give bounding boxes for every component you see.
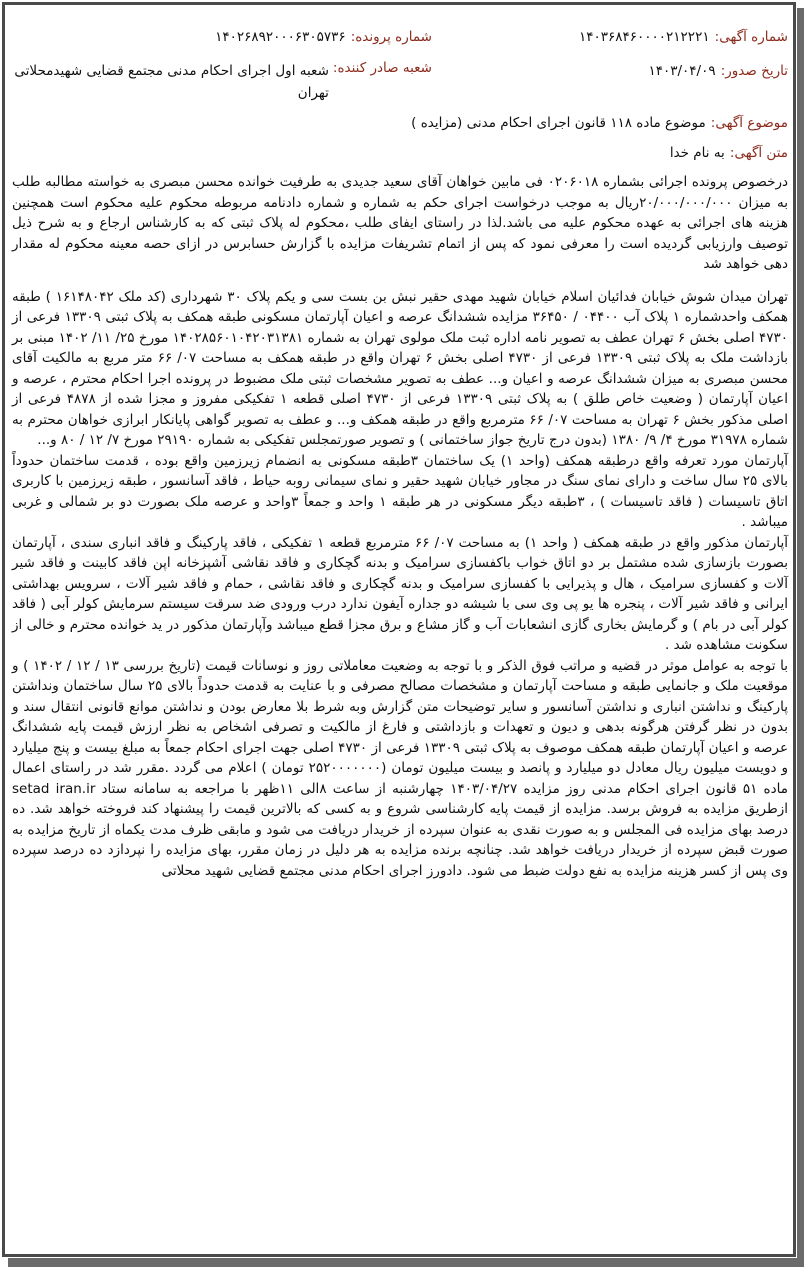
issuer <box>12 60 432 104</box>
body-paragraph-3: آپارتمان مورد تعرفه واقع درطبقه همکف (واحد ۱) یک ساختمان ۳طبقه مسکونی به انضمام زیرزمین واقع بوده ، قدمت ساختمان حدوداً بالای ۲۵ سال ساخت و دارای نمای سنگ در مجاور خیابان شهید حقیر و نمای سیمانی روبه حیاط ، فاقد آسانسور ، طبقه زیرزمین با کاربری اتاق تاسیسات ( فاقد تاسیسات ) ، ۳طبقه دیگر مسکونی در هر طبقه ۱ واحد و جمعاً ۳واحد و عرصه ملک بصورت دو بر شمالی و غربی میباشد . <box>12 452 788 530</box>
text-header-label: متن آگهی: <box>729 145 788 161</box>
page-shadow-right <box>797 8 804 1266</box>
issuer-label: شعبه صادر کننده: <box>332 60 432 76</box>
meta-row-2 <box>12 60 788 101</box>
issue-date-value: ۱۴۰۳/۰۴/۰۹ <box>648 63 716 79</box>
issuer-value: شعبه اول اجرای احکام مدنی مجتمع قضایی شهیدمحلاتی تهران <box>14 63 329 101</box>
subject-value: موضوع ماده ۱۱۸ قانون اجرای احکام مدنی (مزایده ) <box>411 115 706 131</box>
notice-body <box>12 172 788 881</box>
meta-row-1 <box>12 26 788 60</box>
issue-date <box>448 60 788 79</box>
subject <box>12 112 788 142</box>
case-number <box>12 26 432 45</box>
page-shadow-bottom <box>8 1258 804 1267</box>
text-header <box>12 142 788 168</box>
ad-number-label: شماره آگهی: <box>714 29 788 45</box>
case-number-label: شماره پرونده: <box>350 29 432 45</box>
text-header-value: به نام خدا <box>669 145 725 161</box>
body-paragraph-5: با توجه به عوامل موثر در قضیه و مراتب فوق الذکر و با توجه به وضعیت معاملاتی روز و نوسانات قیمت (تاریخ بررسی ۱۳ / ۱۲ / ۱۴۰۲ ) و موقعیت ملک و جانمایی طبقه و مساحت آپارتمان و مشخصات مصالح مصرفی و با عنایت به قدمت حدوداً بالای ۲۵ سال ساختمان ونداشتن پارکینگ و نداشتن انباری و نداشتن آسانسور و سایر توضیحات متن گزارش وبه شرط بلا معارض بودن و نداشتن موانع قانونی انتقال سند و بدون در نظر گرفتن هرگونه بدهی و دیون و تعهدات و بازداشتی و فارغ از مالکیت و تصرفی اشخاص به نظر ارزش قیمت پایه ششدانگ عرصه و اعیان آپارتمان طبقه همکف موصوف به پلاک ثبتی ۱۳۳۰۹ فرعی از ۴۷۳۰ اصلی جهت اجرای احکام جمعاً به مبلغ بیست و پنج میلیارد و دویست میلیون ریال معادل دو میلیارد و پانصد و بیست میلیون تومان (۲۵۲۰۰۰۰۰۰۰ تومان ) اعلام می گردد .مقرر شد در راستای اعمال ماده ۵۱ قانون اجرای احکام مدنی روز مزایده ۱۴۰۳/۰۴/۲۷ چهارشنبه از ساعت ۸الی ۱۱ظهر با مراجعه به سامانه ستاد setad iran.ir ازطریق مزایده به فروش برسد. مزایده از قیمت پایه کارشناسی شروع و به کسی که بالاترین قیمت را پیشنهاد کند فروخته خواهد شد. ده درصد بهای مزایده فی المجلس و به صورت نقدی به عنوان سپرده از خریدار دریافت می شود و مابقی ظرف مدت یکماه از تاریخ مزایده به صورت قبض سپرده از خریدار دریافت خواهد شد. چنانچه برنده مزایده به هر دلیل در زمان مقرر، بهای مزایده را نپردازد ده درصد سپرده وی پس از کسر هزینه مزایده به نفع دولت ضبط می شود. دادورز اجرای احکام مدنی مجتمع قضایی شهید محلاتی <box>12 657 789 879</box>
subject-label: موضوع آگهی: <box>710 115 788 131</box>
body-paragraph-1: درخصوص پرونده اجرائی بشماره ۰۲۰۶۰۱۸ فی مابین خواهان آقای سعید جدیدی به طرفیت خوانده محسن مبصری به خواسته مطالبه طلب به میزان ۲۰/۰۰۰/۰۰۰/۰۰۰ریال به موجب درخواست اجرای حکم به شماره و شماره دادنامه مربوطه محکوم علیه محکوم است همچنین هزینه های اجرائی به عهده محکوم علیه می باشد.لذا در راستای ایفای طلب ،محکوم له پلاک ثبتی که به کارشناس ارجاع و به شرح ذیل توصیف وارزیابی گردیده است را معرفی نمود که پس از اتمام تشریفات مزایده با گزارش حسابرس در ازای حصه معینه محکوم له مقدار دهی خواهد شد <box>12 174 788 272</box>
case-number-value: ۱۴۰۲۶۸۹۲۰۰۰۶۳۰۵۷۳۶ <box>215 29 346 45</box>
body-paragraph-2: تهران میدان شوش خیابان فدائیان اسلام خیابان شهید مهدی حقیر نبش بن بست سی و یکم پلاک ۳۰ شهرداری (کد ملک ۱۶۱۴۸۰۴۲ ) طبقه همکف واحدشماره ۱ پلاک آب ۰۴۴۰۰ / ۳۶۴۵۰ مزایده ششدانگ عرصه و اعیان آپارتمان مسکونی طبقه همکف به پلاک ثبتی ۱۳۳۰۹ فرعی از ۴۷۳۰ اصلی بخش ۶ تهران عطف به تصویر نامه اداره ثبت ملک مولوی تهران به شماره ۱۴۰۲۸۵۶۰۱۰۴۲۰۳۱۳۸۱ مورخ ۲۵/ ۱۱/ ۱۴۰۲ مبنی بر بازداشت ملک به پلاک ثبتی ۱۳۳۰۹ فرعی از ۴۷۳۰ اصلی بخش ۶ تهران واقع در طبقه همکف به مساحت ۰۷/ ۶۶ متر مربع به مالکیت آقای محسن مبصری به میزان ششدانگ عرصه و اعیان و... عطف به تصویر مشخصات ثبتی ملک مضبوط در پرونده اجرا احکام محترم ، عرصه و اعیان آپارتمان ( وضعیت خاص طلق ) به پلاک ثبتی ۱۳۳۰۹ فرعی از ۴۷۳۰ اصلی قطعه ۱ تفکیکی مفروز و مجزا شده از ۴۸۷۸ فرعی از اصلی مذکور بخش ۶ تهران به مساحت ۰۷/ ۶۶ مترمربع واقع در طبقه همکف و... و عطف به تصویر گواهی پایانکار ابرازی خواهان محترم به شماره ۳۱۹۷۸ مورخ ۴/ ۹/ ۱۳۸۰ (بدون درج تاریخ جواز ساختمانی ) و تصویر صورتمجلس تفکیکی به شماره ۲۹۱۹۰ مورخ ۷/ ۱۲ / ۸۰ و... <box>12 288 789 448</box>
document-content <box>12 26 788 881</box>
issue-date-label: تاریخ صدور: <box>720 63 788 79</box>
ad-number <box>448 26 788 45</box>
ad-number-value: ۱۴۰۳۶۸۴۶۰۰۰۰۲۱۲۲۲۱ <box>579 29 710 45</box>
body-paragraph-4: آپارتمان مذکور واقع در طبقه همکف ( واحد ۱) به مساحت ۰۷/ ۶۶ مترمربع قطعه ۱ تفکیکی ، فاقد پارکینگ و فاقد انباری سندی ، آپارتمان بصورت بازسازی شده مشتمل بر دو اتاق خواب باکفسازی سرامیک و بدنه گچکاری و فاقد نقاشی آشپزخانه اپن فاقد کابینت و فاقد شیر آلات و کفسازی سرامیک ، هال و پذیرایی با کفسازی سرامیک و بدنه گچکاری و فاقد نقاشی ، حمام و فاقد شیر آلات ، سرویس بهداشتی ایرانی و فاقد شیر آلات ، پنجره ها یو پی وی سی با شیشه دو جداره آیفون ندارد درب ورودی ضد سرقت سیستم سرمایش کولر آبی ( فاقد کولر آبی در بام ) و گرمایش بخاری گازی انشعابات آب و گاز مشاع و برق مجزا قطع میباشد وآپارتمان مذکور در ید خوانده محترم و خالی از سکونت مشاهده شد . <box>12 534 789 653</box>
